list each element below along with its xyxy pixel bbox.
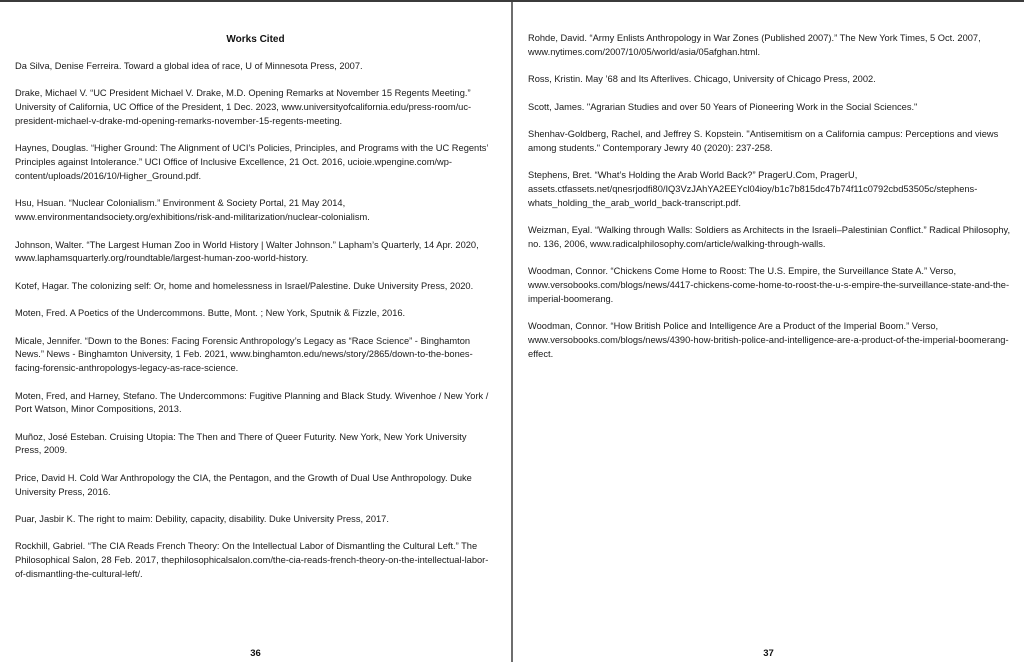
citation-entry: Micale, Jennifer. “Down to the Bones: Facing Forensic Anthropology’s Legacy as “Race Science” - Binghamton News.” News - Binghamton University, 1 Feb. 2021, www.binghamton.edu/news/story/2865/down-to-the-bones-facing-forensic-anthropologys-legacy-as-race-science. [15, 335, 473, 374]
citation-entry: Rohde, David. “Army Enlists Anthropology in War Zones (Published 2007).” The New York Times, 5 Oct. 2007, www.nytimes.com/2007/10/05/world/asia/05afghan.html. [528, 33, 981, 57]
citation-entry: Rockhill, Gabriel. “The CIA Reads French Theory: On the Intellectual Labor of Dismantling the Cultural Left.” The Philosophical Salon, 28 Feb. 2017, thephilosophicalsalon.com/the-cia-reads-french-theory-on-the-intellectual-labor-of-dismantling-the-cultural-left/. [15, 541, 489, 580]
page-37[interactable] [513, 2, 1024, 662]
page-number: 36 [250, 648, 261, 659]
citation-entry: Moten, Fred, and Harney, Stefano. The Undercommons: Fugitive Planning and Black Study. Wivenhoe / New York / Port Watson, Minor Compositions, 2013. [15, 390, 489, 415]
right-entries-list [528, 32, 1012, 375]
citation-entry: Price, David H. Cold War Anthropology the CIA, the Pentagon, and the Growth of Dual Use Anthropology. Duke University Press, 2016. [15, 472, 472, 497]
citation-entry: Puar, Jasbir K. The right to maim: Debility, capacity, disability. Duke University Press, 2017. [15, 514, 389, 525]
citation-entry: Haynes, Douglas. “Higher Ground: The Alignment of UCI’s Policies, Principles, and Programs with the UC Regents’ Principles against Intolerance.” UCI Office of Inclusive Excellence, 21 Oct. 2016, ucioie.wpengine.com/wp-content/uploads/2016/10/Higher_Ground.pdf. [15, 143, 489, 181]
citation-entry: Woodman, Connor. “Chickens Come Home to Roost: The U.S. Empire, the Surveillance State A.” Verso, www.versobooks.com/blogs/news/4417-chickens-come-home-to-roost-the-u-s-empire-the-surveillance-state-and-the-imperial-boomerang. [528, 266, 1010, 304]
citation-entry: Shenhav-Goldberg, Rachel, and Jeffrey S. Kopstein. "Antisemitism on a California campus: Perceptions and views among students." Contemporary Jewry 40 (2020): 237-258. [528, 128, 999, 153]
page-36[interactable] [0, 2, 511, 662]
citation-entry: Weizman, Eyal. “Walking through Walls: Soldiers as Architects in the Israeli–Palestinian Conflict.” Radical Philosophy, no. 136, 2006, www.radicalphilosophy.com/article/walking-through-walls. [528, 225, 1011, 249]
citation-entry: Woodman, Connor. “How British Police and Intelligence Are a Product of the Imperial Boom.” Verso, www.versobooks.com/blogs/news/4390-how-british-police-and-intelligence-are-a-product-of-the-imperial-boomerang-effect. [528, 321, 1009, 359]
citation-entry: Scott, James. "Agrarian Studies and over 50 Years of Pioneering Work in the Social Sciences." [528, 101, 918, 112]
citation-entry: Johnson, Walter. “The Largest Human Zoo in World History | Walter Johnson.” Lapham’s Quarterly, 14 Apr. 2020, www.laphamsquarterly.org/roundtable/largest-human-zoo-world-history. [15, 239, 479, 264]
page-number: 37 [763, 648, 774, 659]
citation-entry: Kotef, Hagar. The colonizing self: Or, home and homelessness in Israel/Palestine. Duke University Press, 2020. [15, 280, 474, 291]
citation-entry: Muñoz, José Esteban. Cruising Utopia: The Then and There of Queer Futurity. New York, New York University Press, 2009. [15, 431, 467, 456]
citation-entry: Drake, Michael V. “UC President Michael V. Drake, M.D. Opening Remarks at November 15 Regents Meeting.” University of California, UC Office of the President, 1 Dec. 2023, www.universityofcalifornia.edu/press-room/uc-president-michael-v-drake-md-opening-remarks-november-15-regents-meeting. [15, 88, 472, 126]
left-entries-list [15, 60, 495, 595]
citation-entry: Moten, Fred. A Poetics of the Undercommons. Butte, Mont. ; New York, Sputnik & Fizzle, 2016. [15, 308, 406, 319]
works-cited-heading: Works Cited [226, 34, 285, 45]
citation-entry: Stephens, Bret. “What’s Holding the Arab World Back?” PragerU.Com, PragerU, assets.ctfassets.net/qnesrjodfi80/IQ3VzJAhYA2EEYcl04ioy/b1c7b815dc47b74f11c0792cbd53505c/stephens-whats_holding_the_arab_world_back-transcript.pdf. [528, 170, 978, 208]
citation-entry: Da Silva, Denise Ferreira. Toward a global idea of race, U of Minnesota Press, 2007. [15, 61, 363, 71]
citation-entry: Hsu, Hsuan. “Nuclear Colonialism.” Environment & Society Portal, 21 May 2014, www.environmentandsociety.org/exhibitions/risk-and-militarization/nuclear-colonialism. [15, 198, 370, 223]
citation-entry: Ross, Kristin. May ’68 and Its Afterlives. Chicago, University of Chicago Press, 2002. [528, 74, 876, 85]
